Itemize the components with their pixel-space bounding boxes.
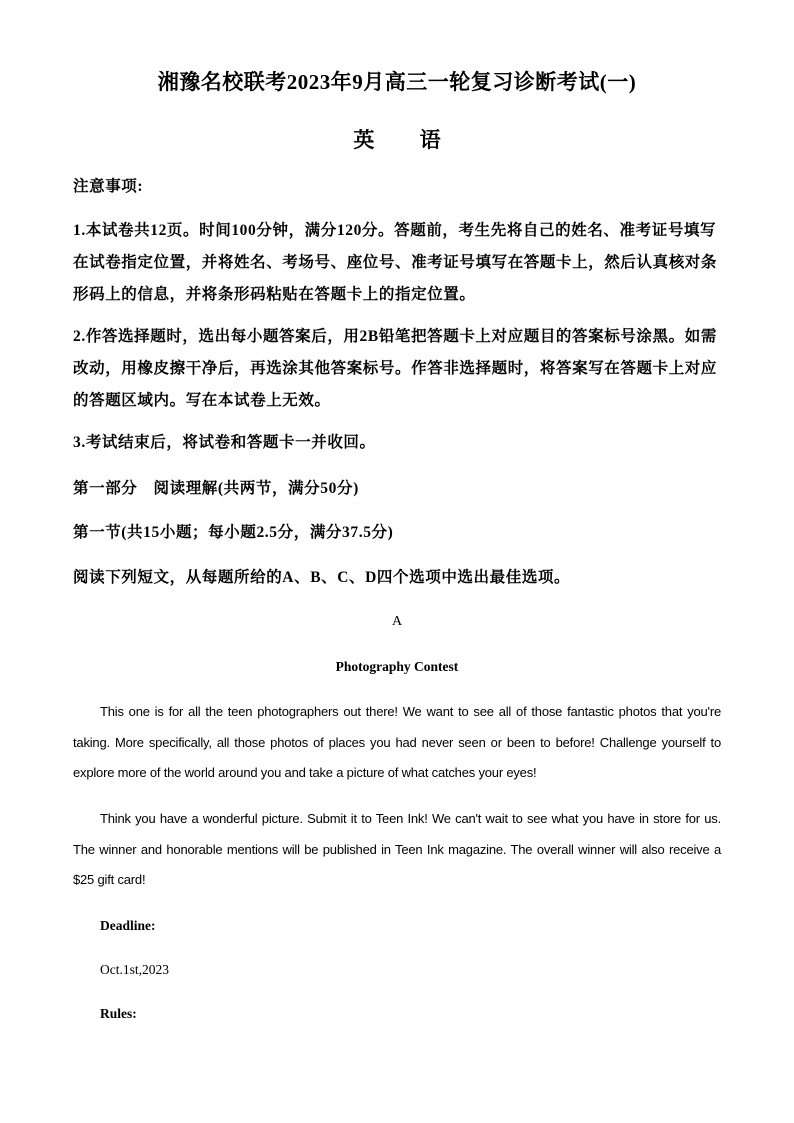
notes-item-3: 3.考试结束后，将试卷和答题卡一并收回。	[73, 434, 376, 451]
passage-paragraph-1: This one is for all the teen photographers out there! We want to see all of those fantastic photos that you're taking. More specifically, all those photos of places you had never seen or been to before! Challenge yourself to explore more of the world around you and take a picture of what catches your eyes!	[73, 704, 721, 780]
notes-item-2: 2.作答选择题时，选出每小题答案后，用2B铅笔把答题卡上对应题目的答案标号涂黑。如需改动，用橡皮擦干净后，再选涂其他答案标号。作答非选择题时，将答案写在答题卡上对应的答题区域内。写在本试卷上无效。	[73, 328, 718, 409]
deadline-value: Oct.1st,2023	[100, 962, 169, 977]
notes-item-1: 1.本试卷共12页。时间100分钟，满分120分。答题前，考生先将自己的姓名、准考证号填写在试卷指定位置，并将姓名、考场号、座位号、准考证号填写在答题卡上，然后认真核对条形码上的信息，并将条形码粘贴在答题卡上的指定位置。	[73, 222, 718, 303]
passage-paragraph-2: Think you have a wonderful picture. Submit it to Teen Ink! We can't wait to see what you have in store for us. The winner and honorable mentions will be published in Teen Ink magazine. The overall winner will also receive a $25 gift card!	[73, 811, 721, 887]
part-1-heading: 第一部分 阅读理解(共两节，满分50分)	[73, 480, 359, 497]
passage-title: Photography Contest	[335, 659, 459, 674]
passage-letter: A	[391, 614, 403, 629]
subject-title: 英 语	[353, 128, 441, 152]
section-1-heading: 第一节(共15小题；每小题2.5分，满分37.5分)	[73, 524, 394, 541]
exam-title: 湘豫名校联考2023年9月高三一轮复习诊断考试(一)	[157, 70, 637, 94]
notes-heading: 注意事项:	[73, 178, 144, 195]
reading-instruction: 阅读下列短文，从每题所给的A、B、C、D四个选项中选出最佳选项。	[73, 569, 571, 586]
deadline-label: Deadline:	[100, 918, 156, 933]
rules-label: Rules:	[100, 1006, 137, 1021]
